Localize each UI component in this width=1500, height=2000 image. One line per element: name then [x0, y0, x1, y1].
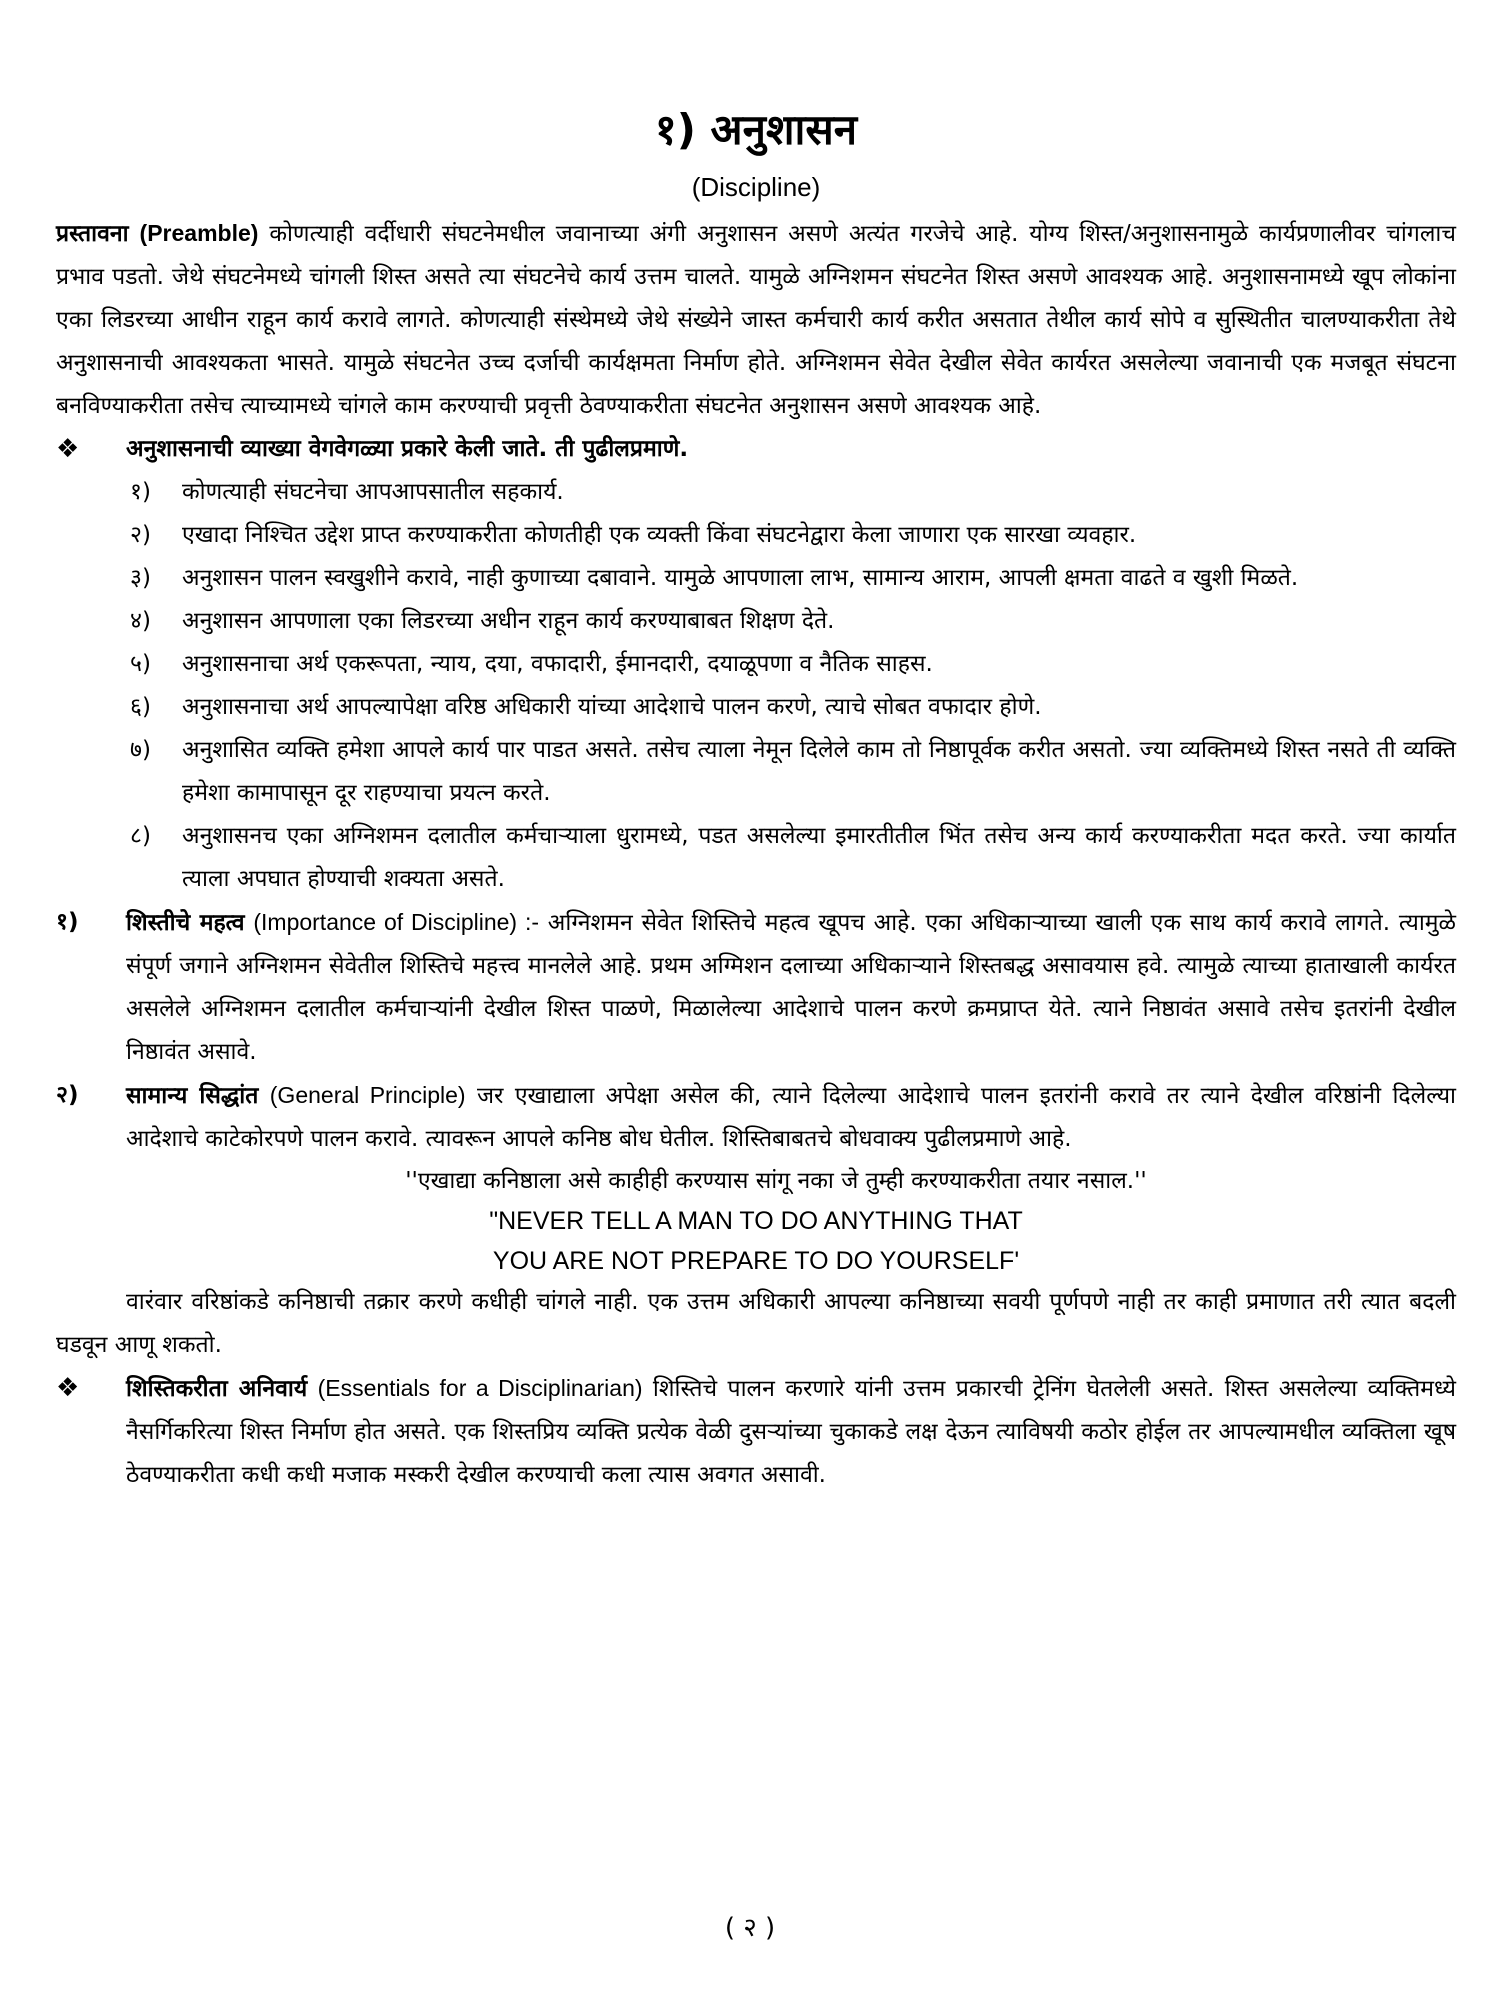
diamond-bullet-icon: ❖: [56, 434, 80, 464]
section-text: जर एखाद्याला अपेक्षा असेल की, त्याने दिलेल्या आदेशाचे पालन इतरांनी करावे तर त्याने देखील वरिष्ठांनी दिलेल्या आदेशाचे काटेकोरपणे पालन करावे. त्यावरून आपले कनिष्ठ बोध घेतील. शिस्तिबाबतचे बोधवाक्य पुढीलप्रमाणे आहे.: [126, 1083, 1457, 1152]
list-item-number: ५): [130, 651, 151, 677]
section-essentials: [56, 1367, 1456, 1497]
list-item: [56, 815, 1456, 901]
list-item-text: अनुशासन आपणाला एका लिडरच्या अधीन राहून कार्य करण्याबाबत शिक्षण देते.: [182, 608, 835, 634]
list-item-text: अनुशासित व्यक्ति हमेशा आपले कार्य पार पाडत असते. तसेच त्याला नेमून दिलेले काम तो निष्ठापूर्वक करीत असतो. ज्या व्यक्तिमध्ये शिस्त नसते ती व्यक्ति हमेशा कामापासून दूर राहण्याचा प्रयत्न करते.: [182, 737, 1456, 806]
list-item: [56, 600, 1456, 643]
list-item-number: २): [130, 522, 151, 548]
section-label-en: (Importance of Discipline) :-: [253, 909, 539, 935]
section-importance: [56, 901, 1456, 1074]
section-general-principle: [56, 1074, 1456, 1161]
list-item-number: ६): [130, 694, 151, 720]
page-number: ( २ ): [724, 1913, 776, 1943]
list-item-text: एखादा निश्चित उद्देश प्राप्त करण्याकरीता कोणतीही एक व्यक्ती किंवा संघटनेद्वारा केला जाणारा एक सारखा व्यवहार.: [182, 522, 1137, 548]
list-item-text: अनुशासनच एका अग्निशमन दलातील कर्मचाऱ्याला धुरामध्ये, पडत असलेल्या इमारतीतील भिंत तसेच अन्य कार्य करण्याकरीता मदत करते. ज्या कार्यात त्याला अपघात होण्याची शक्यता असते.: [182, 823, 1456, 892]
definitions-heading-text: अनुशासनाची व्याख्या वेगवेगळ्या प्रकारे केली जाते. ती पुढीलप्रमाणे.: [126, 436, 689, 462]
general-principle-followup: वारंवार वरिष्ठांकडे कनिष्ठाची तक्रार करणे कधीही चांगले नाही. एक उत्तम अधिकारी आपल्या कनिष्ठाच्या सवयी पूर्णपणे नाही तर काही प्रमाणात तरी त्यात बदली घडवून आणू शकतो.: [56, 1289, 1456, 1358]
list-item: [56, 471, 1456, 514]
definitions-list: [56, 471, 1456, 901]
list-item-number: १): [130, 479, 151, 505]
preamble-text: कोणत्याही वर्दीधारी संघटनेमधील जवानाच्या अंगी अनुशासन असणे अत्यंत गरजेचे आहे. योग्य शिस्त/अनुशासनामुळे कार्यप्रणालीवर चांगलाच प्रभाव पडतो. जेथे संघटनेमध्ये चांगली शिस्त असते त्या संघटनेचे कार्य उत्तम चालते. यामुळे अग्निशमन संघटनेत शिस्त असणे आवश्यक आहे. अनुशासनामध्ये खूप लोकांना एका लिडरच्या आधीन राहून कार्य करावे लागते. कोणत्याही संस्थेमध्ये जेथे संख्येने जास्त कर्मचारी कार्य करीत असतात तेथील कार्य सोपे व सुस्थितीत चालण्याकरीता तेथे अनुशासनाची आवश्यकता भासते. यामुळे संघटनेत उच्च दर्जाची कार्यक्षमता निर्माण होते. अग्निशमन सेवेत देखील सेवेत कार्यरत असलेल्या जवानाची एक मजबूत संघटना बनविण्याकरीता तसेच त्याच्यामध्ये चांगले काम करण्याची प्रवृत्ती ठेवण्याकरीता संघटनेत अनुशासन असणे आवश्यक आहे.: [56, 221, 1456, 419]
document-page: [56, 100, 1456, 1497]
section-number: २): [56, 1082, 79, 1108]
list-item: [56, 729, 1456, 815]
list-item-text: अनुशासन पालन स्वखुशीने करावे, नाही कुणाच्या दबावाने. यामुळे आपणाला लाभ, सामान्य आराम, आपली क्षमता वाढते व खुशी मिळते.: [182, 565, 1299, 591]
section-text: अग्निशमन सेवेत शिस्तिचे महत्व खूपच आहे. एका अधिकाऱ्याच्या खाली एक साथ कार्य करावे लागते. त्यामुळे संपूर्ण जगाने अग्निशमन सेवेतील शिस्तिचे महत्त्व मानलेले आहे. प्रथम अग्मिशन दलाच्या अधिकाऱ्याने शिस्तबद्ध असावयास हवे. त्यामुळे त्याच्या हाताखाली कार्यरत असलेले अग्निशमन दलातील कर्मचाऱ्यांनी देखील शिस्त पाळणे, मिळालेल्या आदेशाचे पालन करणे क्रमप्राप्त येते. त्याने निष्ठावंत असावे तसेच इतरांनी देखील निष्ठावंत असावे.: [126, 910, 1457, 1065]
list-item: [56, 643, 1456, 686]
page-subtitle: (Discipline): [691, 172, 821, 202]
diamond-bullet-icon: ❖: [56, 1373, 80, 1403]
preamble-paragraph: [56, 212, 1456, 428]
quote-english-line-2: YOU ARE NOT PREPARE TO DO YOURSELF': [492, 1247, 1020, 1275]
quote-marathi: ''एखाद्या कनिष्ठाला असे काहीही करण्यास सांगू नका जे तुम्ही करण्याकरीता तयार नसाल.'': [405, 1168, 1147, 1194]
section-label: शिस्तिकरीता अनिवार्य: [126, 1376, 308, 1402]
section-label-en: (Essentials for a Disciplinarian): [317, 1375, 643, 1401]
list-item-text: कोणत्याही संघटनेचा आपआपसातील सहकार्य.: [182, 479, 564, 505]
list-item-number: ८): [130, 823, 151, 849]
list-item-text: अनुशासनाचा अर्थ एकरूपता, न्याय, दया, वफादारी, ईमानदारी, दयाळूपणा व नैतिक साहस.: [182, 651, 933, 677]
list-item-text: अनुशासनाचा अर्थ आपल्यापेक्षा वरिष्ठ अधिकारी यांच्या आदेशाचे पालन करणे, त्याचे सोबत वफादार होणे.: [182, 694, 1042, 720]
list-item: [56, 557, 1456, 600]
section-label-en: (General Principle): [269, 1082, 466, 1108]
list-item-number: ३): [130, 565, 151, 591]
quote-english-line-1: "NEVER TELL A MAN TO DO ANYTHING THAT: [489, 1207, 1023, 1235]
preamble-label-en: (Preamble): [139, 220, 259, 246]
section-label: सामान्य सिद्धांत: [126, 1083, 259, 1109]
section-label: शिस्तीचे महत्व: [126, 910, 245, 936]
list-item: [56, 686, 1456, 729]
list-item: [56, 514, 1456, 557]
section-number: १): [56, 909, 79, 935]
section-text: शिस्तिचे पालन करणारे यांनी उत्तम प्रकारची ट्रेनिंग घेतलेली असते. शिस्त असलेल्या व्यक्तिमध्ये नैसर्गिकरित्या शिस्त निर्माण होत असते. एक शिस्तप्रिय व्यक्ति प्रत्येक वेळी दुसऱ्यांच्या चुकाकडे लक्ष देऊन त्याविषयी कठोर होईल तर आपल्यामधील व्यक्तिला खूष ठेवण्याकरीता कधी कधी मजाक मस्करी देखील करण्याची कला त्यास अवगत असावी.: [126, 1376, 1457, 1488]
definitions-heading: [56, 428, 1456, 471]
page-title: १) अनुशासन: [654, 105, 858, 154]
list-item-number: ७): [130, 737, 151, 763]
list-item-number: ४): [130, 608, 151, 634]
preamble-label: प्रस्तावना: [56, 221, 129, 247]
